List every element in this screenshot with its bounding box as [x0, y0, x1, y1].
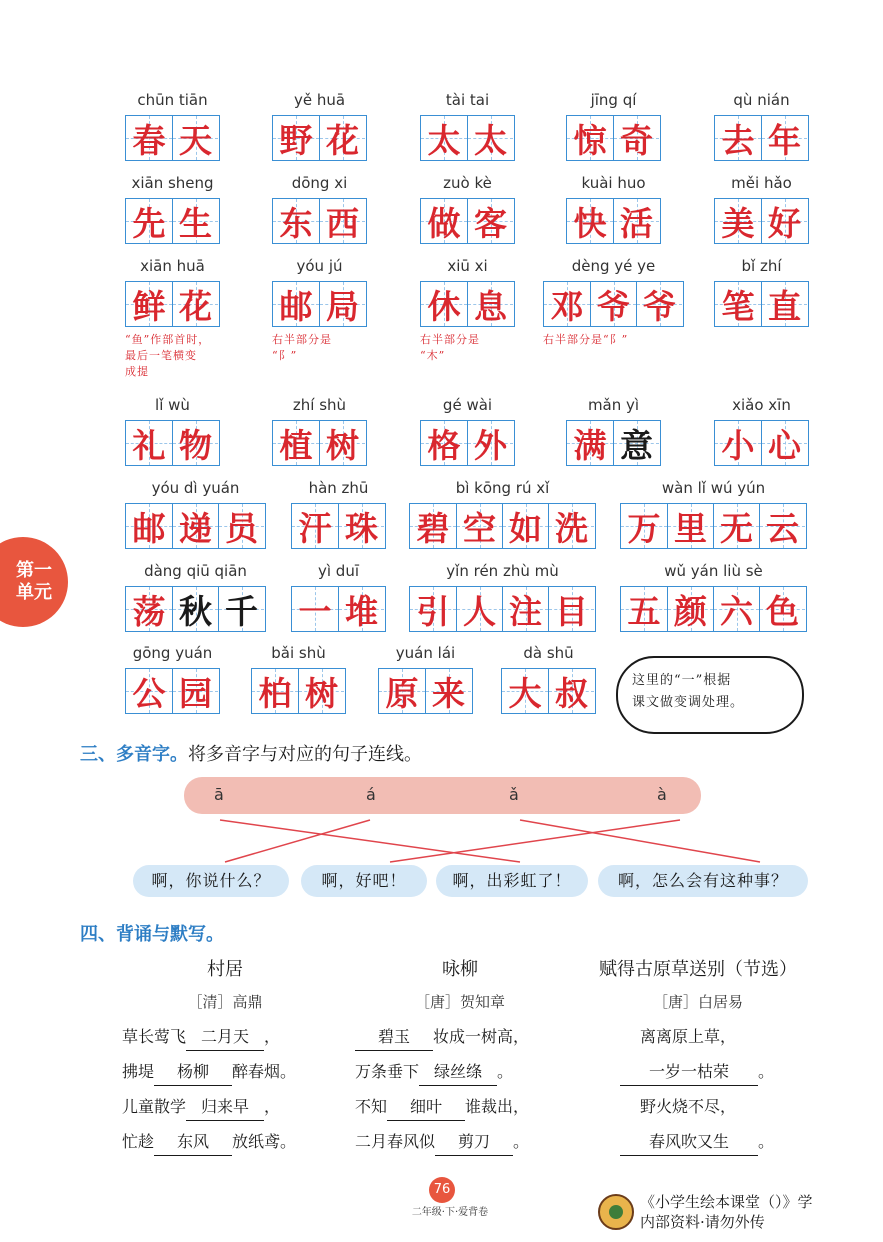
- vocab-char: 花: [179, 286, 212, 326]
- vocab-pinyin: bǎi shù: [271, 644, 326, 662]
- vocab-char: 大: [508, 673, 542, 713]
- poem-title: 村居: [207, 959, 243, 980]
- vocab-char: 递: [179, 508, 212, 548]
- vocab-pinyin: yuán lái: [395, 644, 456, 662]
- poem-line-text: 。: [758, 1062, 775, 1081]
- vocab-pinyin: kuài huo: [581, 174, 646, 192]
- tianzige-grid: [420, 198, 515, 244]
- vocab-char: 邓: [550, 286, 584, 326]
- vocab-char: 洗: [555, 508, 588, 548]
- poem-author: ［清］高鼎: [187, 993, 263, 1011]
- vocab-char: 年: [768, 120, 801, 160]
- vocab-char: 好: [768, 203, 801, 243]
- poem-line: [122, 1024, 280, 1050]
- fill-in-blank[interactable]: 杨柳: [154, 1059, 232, 1086]
- tianzige-grid: [291, 503, 386, 549]
- note-you-radical: 右半部分是 “阝”: [272, 333, 332, 362]
- poem-line-text: 二月春风似: [355, 1132, 436, 1151]
- vocab-char: 颜: [674, 591, 707, 631]
- tianzige-grid: [714, 198, 809, 244]
- tianzige-grid: [566, 198, 661, 244]
- vocab-char: 员: [225, 508, 258, 548]
- fill-in-blank[interactable]: 春风吹又生: [620, 1129, 758, 1156]
- note-deng-radical: 右半部分是“阝”: [543, 333, 629, 346]
- vocab-char: 植: [279, 425, 313, 465]
- tianzige-grid: [272, 281, 367, 327]
- tianzige-grid: [420, 115, 515, 161]
- vocab-char: 春: [132, 120, 166, 160]
- vocab-char: 一: [298, 591, 332, 631]
- vocab-char: 邮: [132, 508, 166, 548]
- vocab-char: 休: [427, 286, 461, 326]
- vocab-char: 来: [432, 673, 465, 713]
- poem-author: ［唐］贺知章: [414, 993, 505, 1011]
- vocab-pinyin: dàng qiū qiān: [144, 562, 247, 580]
- logo-icon: [598, 1194, 634, 1230]
- vocab-char: 息: [474, 286, 507, 326]
- vocab-pinyin: zuò kè: [443, 174, 492, 192]
- vocab-pinyin: zhí shù: [292, 396, 347, 414]
- tianzige-grid: [409, 586, 596, 632]
- tianzige-grid: [125, 586, 266, 632]
- tianzige-grid: [543, 281, 684, 327]
- vocab-char: 天: [179, 120, 212, 160]
- vocab-pinyin: bǐ zhí: [741, 257, 782, 275]
- fill-in-blank[interactable]: 二月天: [186, 1024, 264, 1051]
- vocab-char: 美: [721, 203, 755, 243]
- sentence-option[interactable]: 啊，好吧！: [301, 865, 427, 897]
- vocab-pinyin: dōng xi: [291, 174, 348, 192]
- vocab-pinyin: dà shū: [523, 644, 574, 662]
- vocab-pinyin: jīng qí: [590, 91, 637, 109]
- vocab-char: 直: [768, 286, 801, 326]
- vocab-char: 无: [720, 508, 753, 548]
- vocab-char: 千: [225, 591, 258, 631]
- poem-line-text: 忙趁: [122, 1132, 155, 1151]
- vocab-char: 碧: [416, 508, 450, 548]
- poem-line: [612, 1059, 774, 1085]
- vocab-char: 树: [305, 673, 338, 713]
- vocab-pinyin: měi hǎo: [731, 174, 792, 192]
- tianzige-grid: [272, 198, 367, 244]
- vocab-pinyin: xiǎo xīn: [732, 396, 791, 414]
- vocab-pinyin: xiū xi: [447, 257, 488, 275]
- poem-line: [122, 1094, 280, 1120]
- vocab-pinyin: gé wài: [442, 396, 493, 414]
- vocab-char: 格: [427, 425, 461, 465]
- vocab-pinyin: wàn lǐ wú yún: [661, 479, 766, 497]
- tianzige-grid: [125, 668, 220, 714]
- sentence-option[interactable]: 啊，你说什么？: [133, 865, 289, 897]
- vocab-char: 先: [132, 203, 166, 243]
- vocab-char: 邮: [279, 286, 313, 326]
- section-3-heading: 三、多音字。将多音字与对应的句子连线。: [80, 744, 422, 765]
- poem-line-text: 儿童散学: [122, 1097, 187, 1116]
- poem-line: [355, 1094, 529, 1120]
- vocab-char: 堆: [345, 591, 378, 631]
- vocab-char: 礼: [132, 425, 166, 465]
- poem-title: 咏柳: [442, 959, 478, 980]
- vocab-char: 珠: [345, 508, 378, 548]
- poem-line-text: 不知: [355, 1097, 388, 1116]
- poem-line: [640, 1024, 736, 1050]
- vocab-pinyin: lǐ wù: [155, 396, 190, 414]
- vocab-char: 外: [474, 425, 507, 465]
- poem-line: [122, 1129, 296, 1155]
- vocab-char: 惊: [573, 120, 607, 160]
- vocab-pinyin: yǐn rén zhù mù: [446, 562, 559, 580]
- tianzige-grid: [420, 281, 515, 327]
- vocab-char: 注: [509, 591, 542, 631]
- tianzige-grid: [620, 503, 807, 549]
- vocab-char: 西: [326, 203, 359, 243]
- fill-in-blank[interactable]: 剪刀: [435, 1129, 513, 1156]
- vocab-char: 心: [768, 425, 801, 465]
- vocab-char: 汗: [298, 508, 332, 548]
- tianzige-grid: [409, 503, 596, 549]
- poem-title: 赋得古原草送别（节选）: [599, 959, 797, 980]
- tianzige-grid: [272, 420, 367, 466]
- sentence-option[interactable]: 啊，出彩虹了！: [436, 865, 588, 897]
- vocab-char: 做: [427, 203, 461, 243]
- vocab-pinyin: mǎn yì: [587, 396, 640, 414]
- vocab-char: 快: [573, 203, 607, 243]
- match-line: [225, 820, 370, 862]
- vocab-char: 园: [179, 673, 212, 713]
- sentence-option[interactable]: 啊，怎么会有这种事？: [598, 865, 808, 897]
- vocab-char: 空: [463, 508, 496, 548]
- poem-line-text: 醉春烟。: [232, 1062, 297, 1081]
- note-xiu-radical: 右半部分是 “木”: [420, 333, 480, 362]
- vocab-pinyin: bì kōng rú xǐ: [455, 479, 550, 497]
- pinyin-option[interactable]: á: [366, 785, 376, 804]
- fill-in-blank[interactable]: 细叶: [387, 1094, 465, 1121]
- vocab-char: 原: [385, 673, 419, 713]
- tianzige-grid: [620, 586, 807, 632]
- tianzige-grid: [420, 420, 515, 466]
- vocab-char: 柏: [258, 673, 292, 713]
- tianzige-grid: [125, 503, 266, 549]
- fill-in-blank[interactable]: 一岁一枯荣: [620, 1059, 758, 1086]
- vocab-pinyin: gōng yuán: [132, 644, 213, 662]
- vocab-char: 引: [416, 591, 450, 631]
- tianzige-grid: [125, 281, 220, 327]
- vocab-pinyin: chūn tiān: [137, 91, 208, 109]
- poem-line-text: 。: [497, 1062, 514, 1081]
- tianzige-grid: [501, 668, 596, 714]
- vocab-char: 太: [474, 120, 507, 160]
- vocab-char: 人: [463, 591, 496, 631]
- poem-line-text: 。: [513, 1132, 530, 1151]
- vocab-char: 云: [766, 508, 799, 548]
- tianzige-grid: [251, 668, 346, 714]
- vocab-pinyin: xiān sheng: [131, 174, 214, 192]
- tone-change-note: 这里的“一”根据 课文做变调处理。: [616, 656, 804, 734]
- vocab-char: 里: [674, 508, 707, 548]
- vocab-char: 野: [279, 120, 313, 160]
- vocab-pinyin: dèng yé ye: [571, 257, 656, 275]
- poem-line: [355, 1024, 529, 1050]
- match-line: [220, 820, 520, 862]
- vocab-char: 奇: [620, 120, 653, 160]
- pinyin-option[interactable]: à: [657, 785, 667, 804]
- vocab-char: 叔: [555, 673, 588, 713]
- vocab-char: 色: [766, 591, 799, 631]
- vocab-pinyin: yì duī: [317, 562, 359, 580]
- vocab-pinyin: yě huā: [293, 91, 346, 109]
- poem-line-text: 拂堤: [122, 1062, 155, 1081]
- vocab-pinyin: xiān huā: [140, 257, 205, 275]
- tianzige-grid: [378, 668, 473, 714]
- poem-line: [122, 1059, 296, 1085]
- vocab-char: 万: [627, 508, 661, 548]
- vocab-pinyin: tài tai: [445, 91, 490, 109]
- poem-line: [355, 1059, 513, 1085]
- vocab-char: 五: [627, 591, 661, 631]
- vocab-char: 满: [573, 425, 607, 465]
- tianzige-grid: [125, 420, 220, 466]
- tianzige-grid: [714, 281, 809, 327]
- poem-line-text: ，: [264, 1027, 281, 1046]
- unit-tab: 第一 单元: [0, 537, 68, 627]
- tianzige-grid: [566, 115, 661, 161]
- poem-author: ［唐］白居易: [652, 993, 743, 1011]
- poem-line-text: 万条垂下: [355, 1062, 420, 1081]
- vocab-pinyin: yóu jú: [296, 257, 343, 275]
- vocab-char: 爷: [643, 286, 676, 326]
- vocab-char: 去: [721, 120, 755, 160]
- pinyin-option[interactable]: ā: [214, 785, 224, 804]
- vocab-char: 活: [620, 203, 653, 243]
- fill-in-blank[interactable]: 绿丝绦: [419, 1059, 497, 1086]
- tianzige-grid: [714, 420, 809, 466]
- tianzige-grid: [714, 115, 809, 161]
- vocab-char: 东: [279, 203, 313, 243]
- poem-line-text: 谁裁出，: [465, 1097, 530, 1116]
- tianzige-grid: [272, 115, 367, 161]
- page-number: 76: [429, 1177, 455, 1203]
- poem-line: [612, 1129, 774, 1155]
- fill-in-blank[interactable]: 归来早: [186, 1094, 264, 1121]
- note-fish-radical: “鱼”作部首时， 最后一笔横变 成提: [125, 333, 211, 378]
- vocab-char: 荡: [132, 591, 166, 631]
- poem-line: [355, 1129, 529, 1155]
- grade-label: 二年级·下·爱背卷: [411, 1207, 489, 1218]
- vocab-char: 如: [509, 508, 542, 548]
- vocab-pinyin: wǔ yán liù sè: [664, 562, 763, 580]
- vocab-char: 物: [179, 425, 212, 465]
- vocab-char: 目: [555, 591, 588, 631]
- tianzige-grid: [291, 586, 386, 632]
- vocab-char: 爷: [597, 286, 630, 326]
- vocab-char: 鲜: [132, 286, 166, 326]
- vocab-char: 六: [720, 591, 753, 631]
- tianzige-grid: [125, 198, 220, 244]
- vocab-pinyin: qù nián: [733, 91, 790, 109]
- tianzige-grid: [566, 420, 661, 466]
- pinyin-option[interactable]: ǎ: [509, 785, 519, 804]
- vocab-char: 花: [326, 120, 359, 160]
- poem-line-text: 离离原上草，: [640, 1027, 737, 1046]
- tianzige-grid: [125, 115, 220, 161]
- vocab-char: 公: [132, 673, 166, 713]
- poem-line-text: ，: [264, 1097, 281, 1116]
- vocab-char: 意: [620, 425, 653, 465]
- poem-line-text: 野火烧不尽，: [640, 1097, 737, 1116]
- section-4-heading: 四、背诵与默写。: [80, 924, 224, 945]
- poem-line-text: 妆成一树高，: [433, 1027, 530, 1046]
- poem-line: [640, 1094, 736, 1120]
- vocab-char: 局: [326, 286, 359, 326]
- fill-in-blank[interactable]: 东风: [154, 1129, 232, 1156]
- footer-watermark: 《小学生绘本课堂（）》学 内部资料·请勿外传: [640, 1193, 813, 1231]
- vocab-pinyin: yóu dì yuán: [151, 479, 240, 497]
- vocab-char: 笔: [721, 286, 755, 326]
- vocab-char: 生: [179, 203, 212, 243]
- poem-line-text: 放纸鸢。: [232, 1132, 297, 1151]
- vocab-pinyin: hàn zhū: [308, 479, 369, 497]
- vocab-char: 客: [474, 203, 507, 243]
- poem-line-text: 。: [758, 1132, 775, 1151]
- vocab-char: 太: [427, 120, 461, 160]
- vocab-char: 小: [721, 425, 755, 465]
- fill-in-blank[interactable]: 碧玉: [355, 1024, 433, 1051]
- vocab-char: 秋: [179, 591, 212, 631]
- vocab-char: 树: [326, 425, 359, 465]
- poem-line-text: 草长莺飞: [122, 1027, 187, 1046]
